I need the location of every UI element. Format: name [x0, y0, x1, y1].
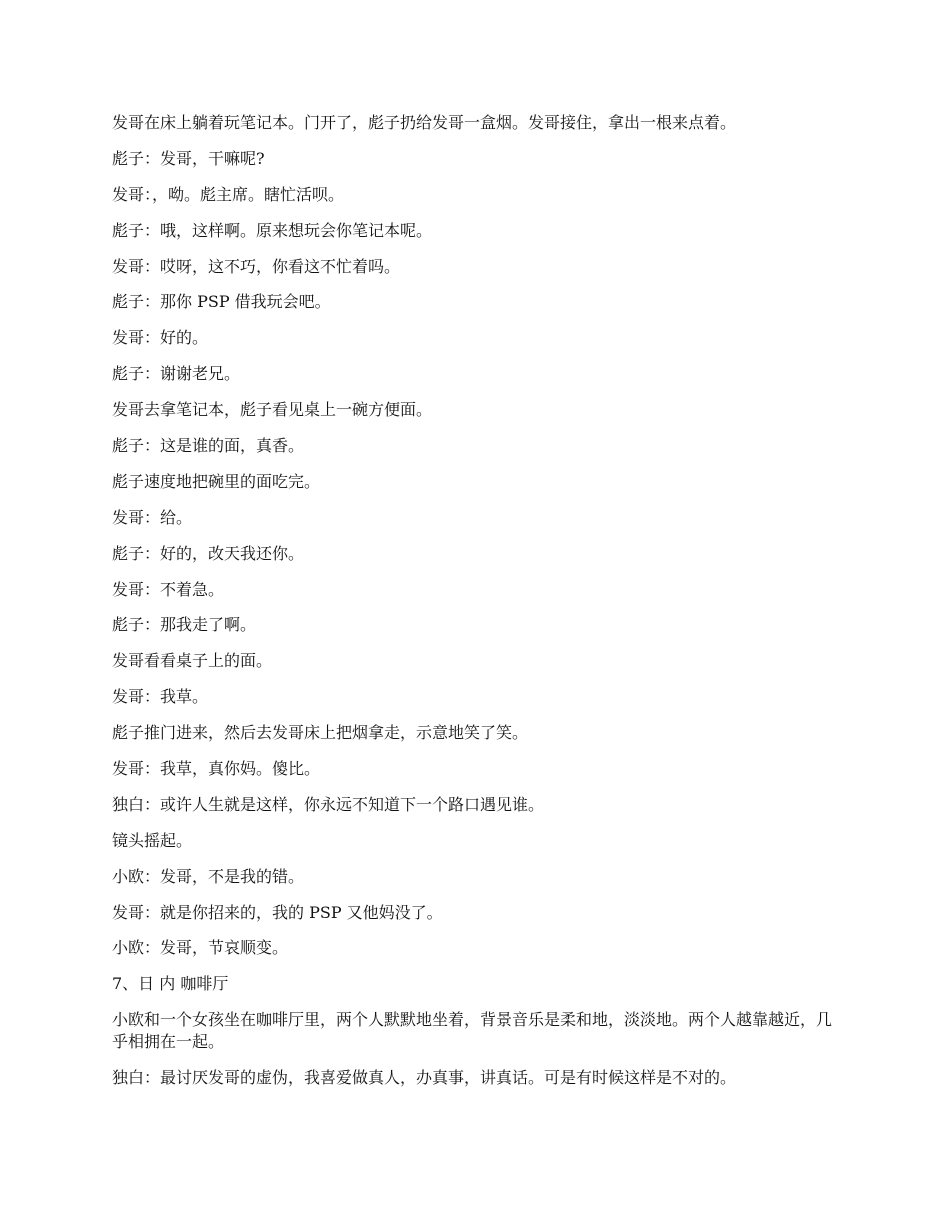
- text-line: 发哥在床上躺着玩笔记本。门开了，彪子扔给发哥一盒烟。发哥接住，拿出一根来点着。: [112, 113, 737, 132]
- text-line: 彪子推门进来，然后去发哥床上把烟拿走，示意地笑了笑。: [112, 723, 529, 743]
- text-line: 彪子：这是谁的面，真香。: [112, 436, 305, 456]
- text-line: 独白：最讨厌发哥的虚伪，我喜爱做真人，办真事，讲真话。可是有时候这样是不对的。: [112, 1067, 737, 1087]
- text-line: 彪子：发哥，干嘛呢?: [112, 148, 265, 168]
- text-line: 发哥：，呦。彪主席。瞎忙活呗。: [112, 184, 345, 204]
- text-line: 发哥：给。: [112, 507, 193, 527]
- text-line: 独白：或许人生就是这样，你永远不知道下一个路口遇见谁。: [112, 794, 545, 814]
- text-line: 彪子：谢谢老兄。: [112, 364, 241, 384]
- text-line: 发哥：我草。: [112, 687, 209, 707]
- text-line: 彪子：哦，这样啊。原来想玩会你笔记本呢。: [112, 220, 433, 240]
- text-line: 小欧：发哥，不是我的错。: [112, 866, 305, 886]
- text-line: 镜头摇起。: [112, 830, 193, 850]
- text-line: 彪子：好的，改天我还你。: [112, 543, 305, 563]
- text-line: 彪子：那你 PSP 借我玩会吧。: [112, 292, 331, 312]
- document-page: [112, 112, 842, 1103]
- text-line: 彪子速度地把碗里的面吃完。: [112, 471, 321, 491]
- text-line: 发哥：哎呀，这不巧，你看这不忙着吗。: [112, 256, 401, 276]
- text-line: 小欧和一个女孩坐在咖啡厅里，两个人默默地坐着，背景音乐是柔和地，淡淡地。两个人越靠越近，几乎相拥在一起。: [112, 1010, 833, 1051]
- text-line: 发哥：就是你招来的，我的 PSP 又他妈没了。: [112, 902, 443, 922]
- text-line: 彪子：那我走了啊。: [112, 615, 257, 635]
- text-line: 发哥：不着急。: [112, 579, 225, 599]
- text-line: 发哥：我草，真你妈。傻比。: [112, 759, 321, 779]
- text-line: 发哥：好的。: [112, 328, 209, 348]
- text-line: 发哥去拿笔记本，彪子看见桌上一碗方便面。: [112, 400, 433, 420]
- text-line: 小欧：发哥，节哀顺变。: [112, 938, 289, 958]
- scene-heading: 7、日 内 咖啡厅: [112, 974, 229, 994]
- text-line: 发哥看看桌子上的面。: [112, 651, 273, 671]
